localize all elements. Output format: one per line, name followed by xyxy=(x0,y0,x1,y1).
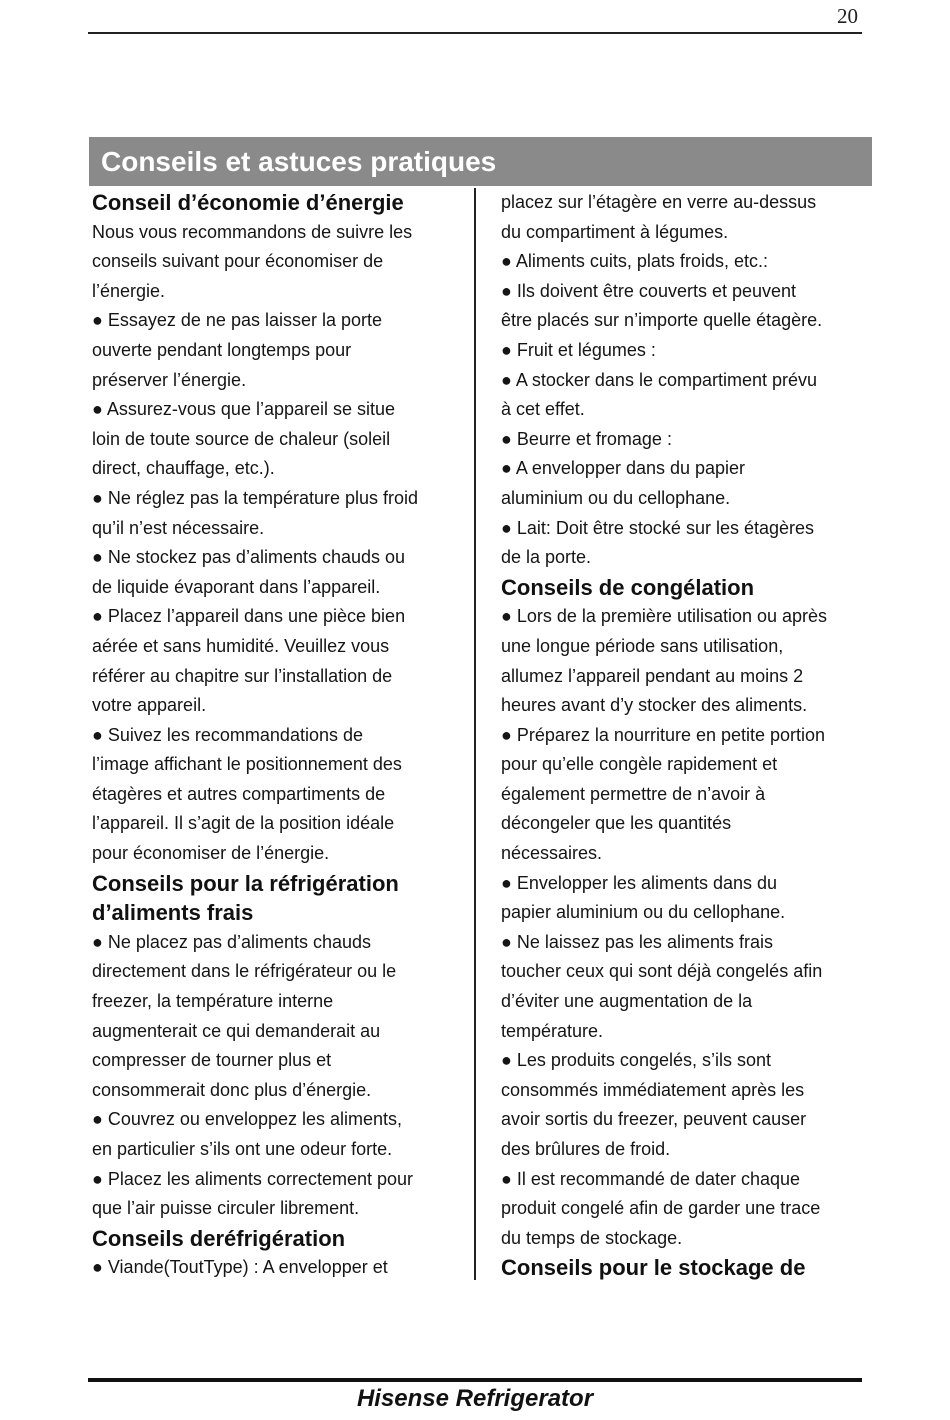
text-line: aérée et sans humidité. Veuillez vous xyxy=(92,635,390,656)
text-line: ● Les produits congelés, s’ils sont xyxy=(501,1050,772,1071)
text-line: ● Placez l’appareil dans une pièce bien xyxy=(92,606,406,627)
text-line: ● Couvrez ou enveloppez les aliments, xyxy=(92,1109,403,1130)
text-line: d’éviter une augmentation de la xyxy=(501,991,753,1012)
text-line: que l’air puisse circuler librement. xyxy=(92,1198,360,1219)
text-line: produit congelé afin de garder une trace xyxy=(501,1198,821,1219)
text-line: votre appareil. xyxy=(92,695,207,716)
subsection-heading: Conseil d’économie d’énergie xyxy=(92,190,404,215)
text-line: l’appareil. Il s’agit de la position idéale xyxy=(92,813,395,834)
footer-divider xyxy=(88,1378,862,1382)
text-line: conseils suivant pour économiser de xyxy=(92,251,384,272)
text-line: l’énergie. xyxy=(92,280,166,301)
text-line: ● Aliments cuits, plats froids, etc.: xyxy=(501,251,768,272)
text-line: ● Beurre et fromage : xyxy=(501,428,672,449)
text-line: pour économiser de l’énergie. xyxy=(92,843,330,864)
text-line: de la porte. xyxy=(501,547,592,568)
text-line: à cet effet. xyxy=(501,399,585,420)
text-line: une longue période sans utilisation, xyxy=(501,635,784,656)
text-line: ● Lors de la première utilisation ou après xyxy=(501,606,828,627)
header-divider xyxy=(88,32,862,34)
text-line: direct, chauffage, etc.). xyxy=(92,458,275,479)
text-line: ● Lait: Doit être stocké sur les étagères xyxy=(501,517,815,538)
text-line: étagères et autres compartiments de xyxy=(92,783,386,804)
left-column xyxy=(92,188,472,1283)
text-line: avoir sortis du freezer, peuvent causer xyxy=(501,1109,807,1130)
text-line: du temps de stockage. xyxy=(501,1227,683,1248)
text-line: température. xyxy=(501,1020,604,1041)
text-line: ● Ils doivent être couverts et peuvent xyxy=(501,280,797,301)
text-line: ● A stocker dans le compartiment prévu xyxy=(501,369,818,390)
text-line: en particulier s’ils ont une odeur forte. xyxy=(92,1139,393,1159)
text-line: papier aluminium ou du cellophane. xyxy=(501,902,786,923)
text-line: placez sur l’étagère en verre au-dessus xyxy=(501,192,817,212)
footer-brand: Hisense Refrigerator xyxy=(356,1385,594,1412)
text-line: ● Ne laissez pas les aliments frais xyxy=(501,931,773,952)
text-line: référer au chapitre sur l’installation de xyxy=(92,665,393,686)
text-line: des brûlures de froid. xyxy=(501,1139,671,1159)
text-line: consommés immédiatement après les xyxy=(501,1079,805,1100)
text-line: ● Ne placez pas d’aliments chauds xyxy=(92,931,372,952)
text-line: également permettre de n’avoir à xyxy=(501,783,766,804)
text-line: nécessaires. xyxy=(501,843,603,864)
text-line: compresser de tourner plus et xyxy=(92,1050,332,1071)
text-line: ● Assurez-vous que l’appareil se situe xyxy=(92,399,396,420)
text-line: Nous vous recommandons de suivre les xyxy=(92,221,413,242)
text-line: toucher ceux qui sont déjà congelés afin xyxy=(501,961,823,982)
text-line: être placés sur n’importe quelle étagère. xyxy=(501,310,823,331)
text-line: décongeler que les quantités xyxy=(501,813,732,834)
text-line: ● Fruit et légumes : xyxy=(501,339,656,360)
text-line: freezer, la température interne xyxy=(92,991,334,1012)
text-line: consommerait donc plus d’énergie. xyxy=(92,1079,372,1100)
text-line: préserver l’énergie. xyxy=(92,369,247,390)
page-number: 20 xyxy=(837,4,858,28)
text-line: ● Préparez la nourriture en petite portion xyxy=(501,724,826,745)
text-line: ● Ne stockez pas d’aliments chauds ou xyxy=(92,547,406,568)
text-line: du compartiment à légumes. xyxy=(501,221,729,242)
section-title: Conseils et astuces pratiques xyxy=(89,137,872,186)
text-line: ● Viande(ToutType) : A envelopper et xyxy=(92,1257,388,1278)
text-line: heures avant d’y stocker des aliments. xyxy=(501,695,808,716)
text-line: ● Placez les aliments correctement pour xyxy=(92,1168,414,1189)
text-line: ● Il est recommandé de dater chaque xyxy=(501,1168,801,1189)
text-line: l’image affichant le positionnement des xyxy=(92,754,402,775)
subsection-heading: Conseils pour la réfrigération xyxy=(92,870,399,896)
subsection-heading: Conseils de congélation xyxy=(501,574,755,600)
right-column xyxy=(501,188,873,1283)
text-line: ouverte pendant longtemps pour xyxy=(92,339,352,360)
text-line: de liquide évaporant dans l’appareil. xyxy=(92,576,381,597)
text-line: loin de toute source de chaleur (soleil xyxy=(92,428,391,449)
subsection-heading: d’aliments frais xyxy=(92,900,254,926)
subsection-heading: Conseils pour le stockage de xyxy=(501,1255,806,1281)
text-line: ● Suivez les recommandations de xyxy=(92,724,364,745)
text-line: ● Envelopper les aliments dans du xyxy=(501,872,778,893)
text-line: directement dans le réfrigérateur ou le xyxy=(92,961,397,982)
text-line: pour qu’elle congèle rapidement et xyxy=(501,754,778,775)
text-line: augmenterait ce qui demanderait au xyxy=(92,1020,381,1041)
text-line: ● A envelopper dans du papier xyxy=(501,458,746,479)
text-line: ● Essayez de ne pas laisser la porte xyxy=(92,310,383,331)
text-line: qu’il n’est nécessaire. xyxy=(92,517,265,538)
column-divider xyxy=(474,188,476,1280)
text-line: aluminium ou du cellophane. xyxy=(501,487,731,508)
text-line: ● Ne réglez pas la température plus froid xyxy=(92,487,419,508)
subsection-heading: Conseils deréfrigération xyxy=(92,1225,346,1251)
text-line: allumez l’appareil pendant au moins 2 xyxy=(501,665,804,686)
